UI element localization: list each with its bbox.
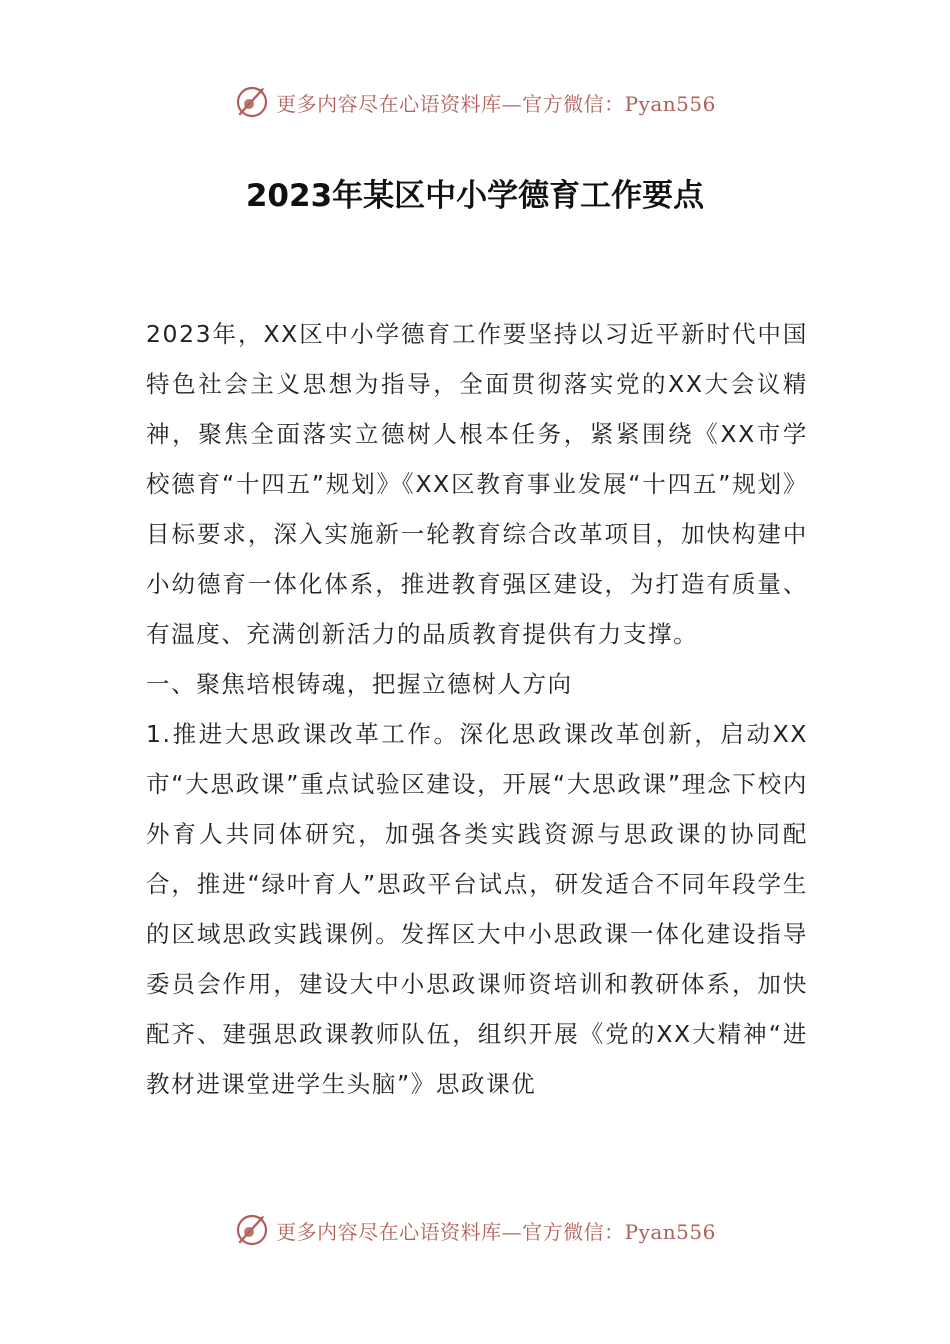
document-title: 2023年某区中小学德育工作要点 — [245, 178, 705, 214]
intro-paragraph: 2023年，XX区中小学德育工作要坚持以习近平新时代中国特色社会主义思想为指导，全面贯彻落实党的XX大会议精神，聚焦全面落实立德树人根本任务，紧紧围绕《XX市学校德育“十四五”规划》《XX区教育事业发展“十四五”规划》目标要求，深入实施新一轮教育综合改革项目，加快构建中小幼德育一体化体系，推进教育强区建设，为打造有质量、有温度、充满创新活力的品质教育提供有力支撑。 — [146, 320, 808, 648]
header-watermark — [0, 82, 950, 122]
pen-logo-icon — [234, 1212, 270, 1248]
footer-watermark — [0, 1210, 950, 1250]
item-paragraph-1: 1.推进大思政课改革工作。深化思政课改革创新，启动XX市“大思政课”重点试验区建设，开展“大思政课”理念下校内外育人共同体研究，加强各类实践资源与思政课的协同配合，推进“绿叶育人”思政平台试点，研发适合不同年段学生的区域思政实践课例。发挥区大中小思政课一体化建设指导委员会作用，建设大中小思政课师资培训和教研体系，加快配齐、建强思政课教师队伍，组织开展《党的XX大精神“进教材进课堂进学生头脑”》思政课优 — [146, 720, 808, 1098]
document-body — [146, 309, 808, 1109]
watermark-text: 更多内容尽在心语资料库—官方微信：Pyan556 — [276, 1219, 716, 1244]
section-heading-1: 一、聚焦培根铸魂，把握立德树人方向 — [146, 670, 573, 698]
watermark-text: 更多内容尽在心语资料库—官方微信：Pyan556 — [276, 91, 716, 116]
pen-logo-icon — [234, 84, 270, 120]
